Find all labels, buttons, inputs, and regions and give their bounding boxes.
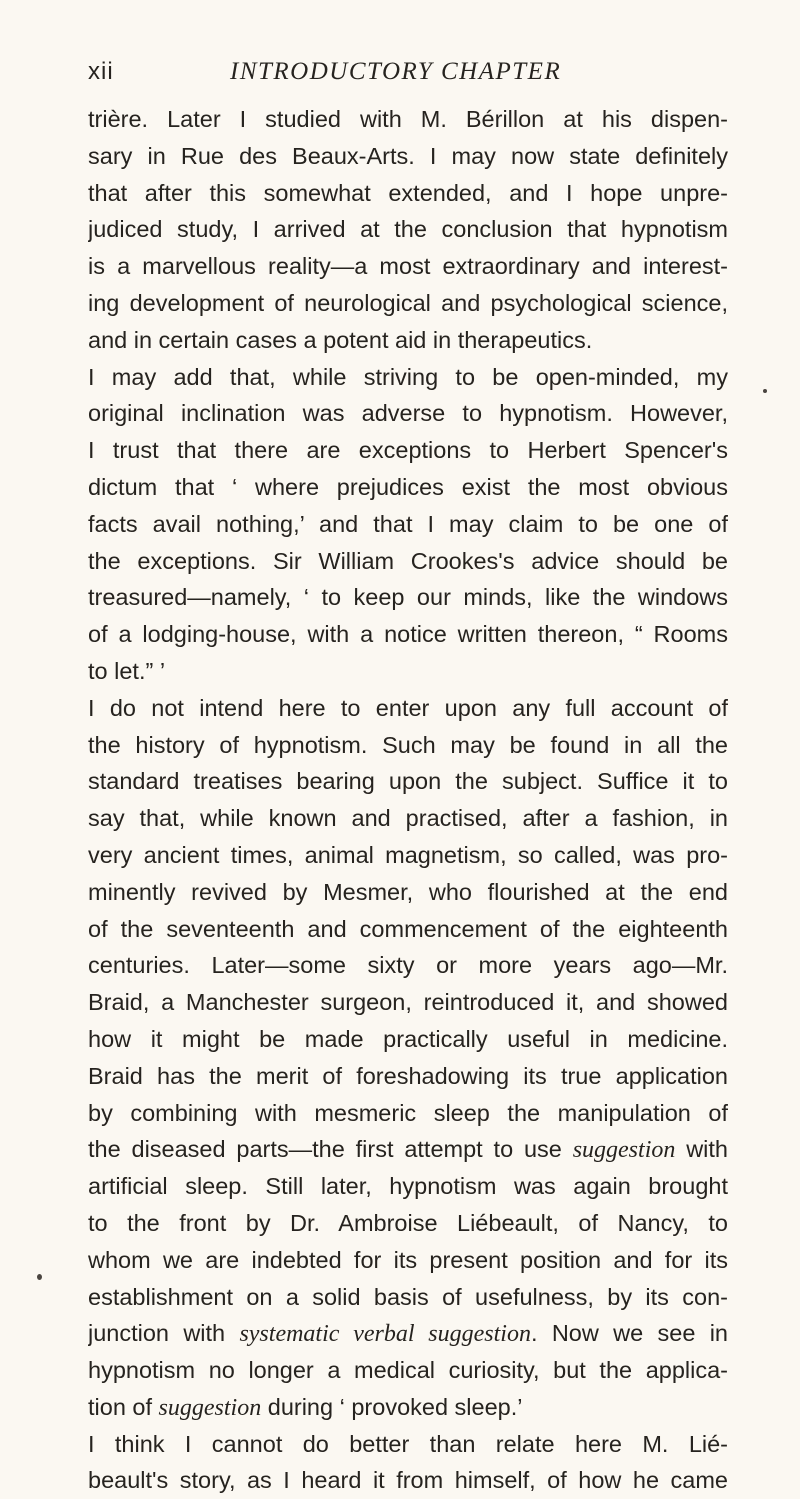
text-run: I do not intend here to enter upon any full account of bbox=[88, 694, 728, 721]
text-run: very ancient times, animal magnetism, so called, was pro- bbox=[88, 841, 728, 868]
page-number: xii bbox=[88, 58, 114, 85]
print-speck bbox=[763, 389, 767, 393]
page-header bbox=[0, 52, 800, 92]
text-run: Braid has the merit of foreshadowing its true application bbox=[88, 1062, 728, 1089]
text-line bbox=[88, 138, 728, 175]
text-run: junction with bbox=[88, 1320, 240, 1347]
body-text bbox=[88, 101, 728, 1499]
text-line bbox=[88, 1131, 728, 1168]
text-run: sary in Rue des Beaux-Arts. I may now state definitely bbox=[88, 142, 728, 169]
text-line bbox=[88, 579, 728, 616]
text-run: is a marvellous reality—a most extraordinary and interest- bbox=[88, 253, 728, 280]
text-run: of the seventeenth and commencement of the eighteenth bbox=[88, 915, 728, 942]
print-speck bbox=[37, 1274, 42, 1280]
text-line bbox=[88, 432, 728, 469]
text-run: of a lodging-house, with a notice written thereon, “ Rooms bbox=[88, 621, 728, 648]
text-run: the diseased parts—the first attempt to use bbox=[88, 1136, 573, 1163]
text-line bbox=[88, 1242, 728, 1279]
text-run: Braid, a Manchester surgeon, reintroduced it, and showed bbox=[88, 989, 728, 1016]
text-line bbox=[88, 101, 728, 138]
text-run: tion of bbox=[88, 1393, 159, 1420]
text-line bbox=[88, 1205, 728, 1242]
text-line bbox=[88, 1021, 728, 1058]
text-line bbox=[88, 1352, 728, 1389]
text-run: dictum that ‘ where prejudices exist the most obvious bbox=[88, 473, 728, 500]
text-run: by combining with mesmeric sleep the manipulation of bbox=[88, 1099, 728, 1126]
text-line bbox=[88, 322, 728, 359]
text-line bbox=[88, 1389, 728, 1426]
text-run: minently revived by Mesmer, who flourished at the end bbox=[88, 878, 728, 905]
italic-text: suggestion bbox=[158, 1394, 262, 1421]
text-line bbox=[88, 984, 728, 1021]
text-line bbox=[88, 800, 728, 837]
text-run: whom we are indebted for its present position and for its bbox=[88, 1246, 728, 1273]
text-run: standard treatises bearing upon the subject. Suffice it to bbox=[88, 768, 728, 795]
text-run: the exceptions. Sir William Crookes's advice should be bbox=[88, 547, 728, 574]
text-line bbox=[88, 469, 728, 506]
text-run: that after this somewhat extended, and I hope unpre- bbox=[88, 179, 728, 206]
text-line bbox=[88, 543, 728, 580]
text-run: say that, while known and practised, after a fashion, in bbox=[88, 805, 728, 832]
text-run: hypnotism no longer a medical curiosity, but the applica- bbox=[88, 1357, 728, 1384]
text-run: and in certain cases a potent aid in therapeutics. bbox=[88, 326, 593, 353]
text-run: I think I cannot do better than relate here M. Lié- bbox=[88, 1430, 728, 1457]
text-line bbox=[88, 727, 728, 764]
italic-text: systematic verbal suggestion bbox=[239, 1321, 531, 1348]
text-run: treasured—namely, ‘ to keep our minds, like the windows bbox=[88, 584, 728, 611]
text-run: the history of hypnotism. Such may be found in all the bbox=[88, 731, 728, 758]
text-run: trière. Later I studied with M. Bérillon at his dispen- bbox=[88, 106, 728, 132]
text-run: during ‘ provoked sleep.’ bbox=[261, 1393, 523, 1420]
text-line bbox=[88, 911, 728, 948]
text-run: ing development of neurological and psychological science, bbox=[88, 289, 728, 316]
text-line bbox=[88, 395, 728, 432]
text-run: I trust that there are exceptions to Herbert Spencer's bbox=[88, 437, 728, 464]
text-line bbox=[88, 1095, 728, 1132]
text-line bbox=[88, 1279, 728, 1316]
text-run: I may add that, while striving to be open-minded, my bbox=[88, 363, 728, 390]
running-head: INTRODUCTORY CHAPTER bbox=[230, 58, 562, 85]
text-run: . Now we see in bbox=[530, 1320, 728, 1347]
text-run: how it might be made practically useful in medicine. bbox=[88, 1025, 728, 1052]
text-run: to the front by Dr. Ambroise Liébeault, of Nancy, to bbox=[88, 1209, 728, 1236]
text-run: beault's story, as I heard it from himself, of how he came bbox=[88, 1467, 728, 1494]
text-line bbox=[88, 211, 728, 248]
text-line bbox=[88, 763, 728, 800]
text-run: establishment on a solid basis of usefulness, by its con- bbox=[88, 1283, 728, 1310]
text-line bbox=[88, 837, 728, 874]
text-line bbox=[88, 947, 728, 984]
text-line bbox=[88, 1168, 728, 1205]
text-line bbox=[88, 874, 728, 911]
text-line bbox=[88, 248, 728, 285]
text-line bbox=[88, 285, 728, 322]
text-line bbox=[88, 506, 728, 543]
text-run: artificial sleep. Still later, hypnotism was again brought bbox=[88, 1173, 728, 1200]
text-run: original inclination was adverse to hypnotism. However, bbox=[88, 400, 728, 427]
text-line bbox=[88, 1315, 728, 1352]
text-run: with bbox=[675, 1136, 728, 1163]
text-line bbox=[88, 653, 728, 690]
text-line bbox=[88, 175, 728, 212]
text-line bbox=[88, 1058, 728, 1095]
text-line bbox=[88, 690, 728, 727]
text-run: centuries. Later—some sixty or more years ago—Mr. bbox=[88, 952, 728, 979]
text-run: facts avail nothing,’ and that I may claim to be one of bbox=[88, 510, 728, 537]
text-line bbox=[88, 616, 728, 653]
text-line bbox=[88, 359, 728, 396]
italic-text: suggestion bbox=[572, 1137, 676, 1164]
text-run: to let.” ’ bbox=[88, 657, 166, 684]
text-line bbox=[88, 1426, 728, 1463]
text-run: judiced study, I arrived at the conclusion that hypnotism bbox=[88, 216, 728, 243]
text-line bbox=[88, 1462, 728, 1499]
